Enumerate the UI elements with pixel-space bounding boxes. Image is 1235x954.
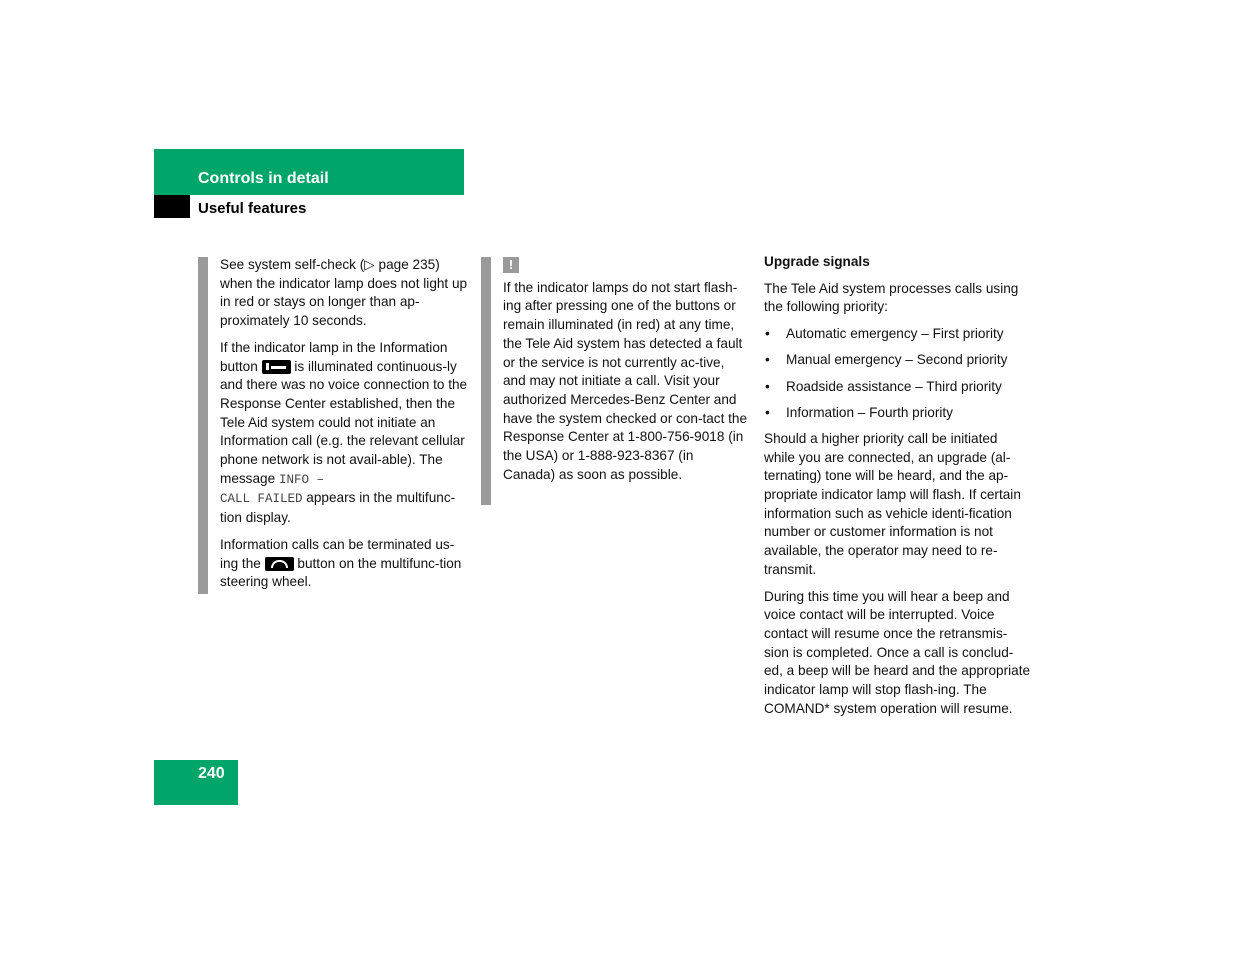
paragraph-self-check: See system self-check (▷ page 235) when the indicator lamp does not light up in red or stays on longer than ap-proximately 10 seconds. bbox=[220, 257, 468, 329]
page-number: 240 bbox=[198, 765, 225, 782]
paragraph-terminate bbox=[220, 536, 468, 592]
paragraph-priority-intro: The Tele Aid system processes calls using the following priority: bbox=[764, 280, 1019, 315]
text-fragment: appears in the multifunc-tion display. bbox=[220, 490, 456, 526]
warning-bar bbox=[481, 257, 491, 505]
list-item: • Manual emergency – Second priority bbox=[764, 351, 1032, 370]
list-item: • Automatic emergency – First priority bbox=[764, 325, 1032, 344]
paragraph-info-lamp bbox=[220, 339, 468, 528]
warning-exclamation-icon: ! bbox=[503, 257, 519, 273]
information-button-icon bbox=[262, 360, 291, 374]
priority-list bbox=[764, 325, 1032, 422]
text-fragment: If the indicator lamp in the Information button bbox=[220, 339, 448, 374]
column-1 bbox=[220, 256, 468, 600]
paragraph-warning: If the indicator lamps do not start flash-ing after pressing one of the buttons or remain illuminated (in red) at any time, the Tele Aid system has detected a fault or the service is not currently ac-tive, and may not initiate a call. Visit your authorized Mercedes-Benz Center and have the system checked or con-tact the Response Center at 1-800-756-9018 (in the USA) or 1-888-923-8367 (in Canada) as soon as possible. bbox=[503, 279, 748, 482]
text-fragment: is illuminated continuous-ly and there was no voice connection to the Response Center established, then the Tele Aid system could not initiate an Information call (e.g. the relevant cellular phone network is not avail-able). The message bbox=[220, 358, 468, 486]
column-2 bbox=[503, 256, 749, 492]
paragraph-retransmission: During this time you will hear a beep and voice contact will be interrupted. Voice contact will resume once the retransmis-sion is completed. Once a call is conclud-ed, a beep will be heard and the appropriate indicator lamp will stop flash-ing. The COMAND* system operation will resume. bbox=[764, 588, 1031, 716]
heading-upgrade-signals: Upgrade signals bbox=[764, 254, 870, 269]
display-message: CALL FAILED bbox=[220, 492, 303, 507]
paragraph-upgrade-tone: Should a higher priority call be initiated while you are connected, an upgrade (al-ternating) tone will be heard, and the ap-propriate indicator lamp will flash. If certain information such as vehicle identi-fication number or customer information is not available, the operator may need to re-transmit. bbox=[764, 430, 1021, 577]
page-number-band bbox=[154, 760, 238, 805]
text-fragment: Information calls can be terminated us-ing the bbox=[220, 536, 455, 571]
text-fragment: button on the multifunc-tion steering wheel. bbox=[220, 555, 462, 590]
list-item: • Information – Fourth priority bbox=[764, 404, 1032, 423]
display-message: INFO – bbox=[278, 472, 324, 487]
column-3 bbox=[764, 253, 1032, 726]
note-bar bbox=[198, 257, 208, 594]
section-title: Controls in detail bbox=[198, 170, 329, 187]
end-call-button-icon bbox=[265, 557, 294, 571]
subsection-tab-marker bbox=[154, 195, 190, 218]
subsection-title: Useful features bbox=[198, 200, 307, 217]
list-item: • Roadside assistance – Third priority bbox=[764, 378, 1032, 397]
